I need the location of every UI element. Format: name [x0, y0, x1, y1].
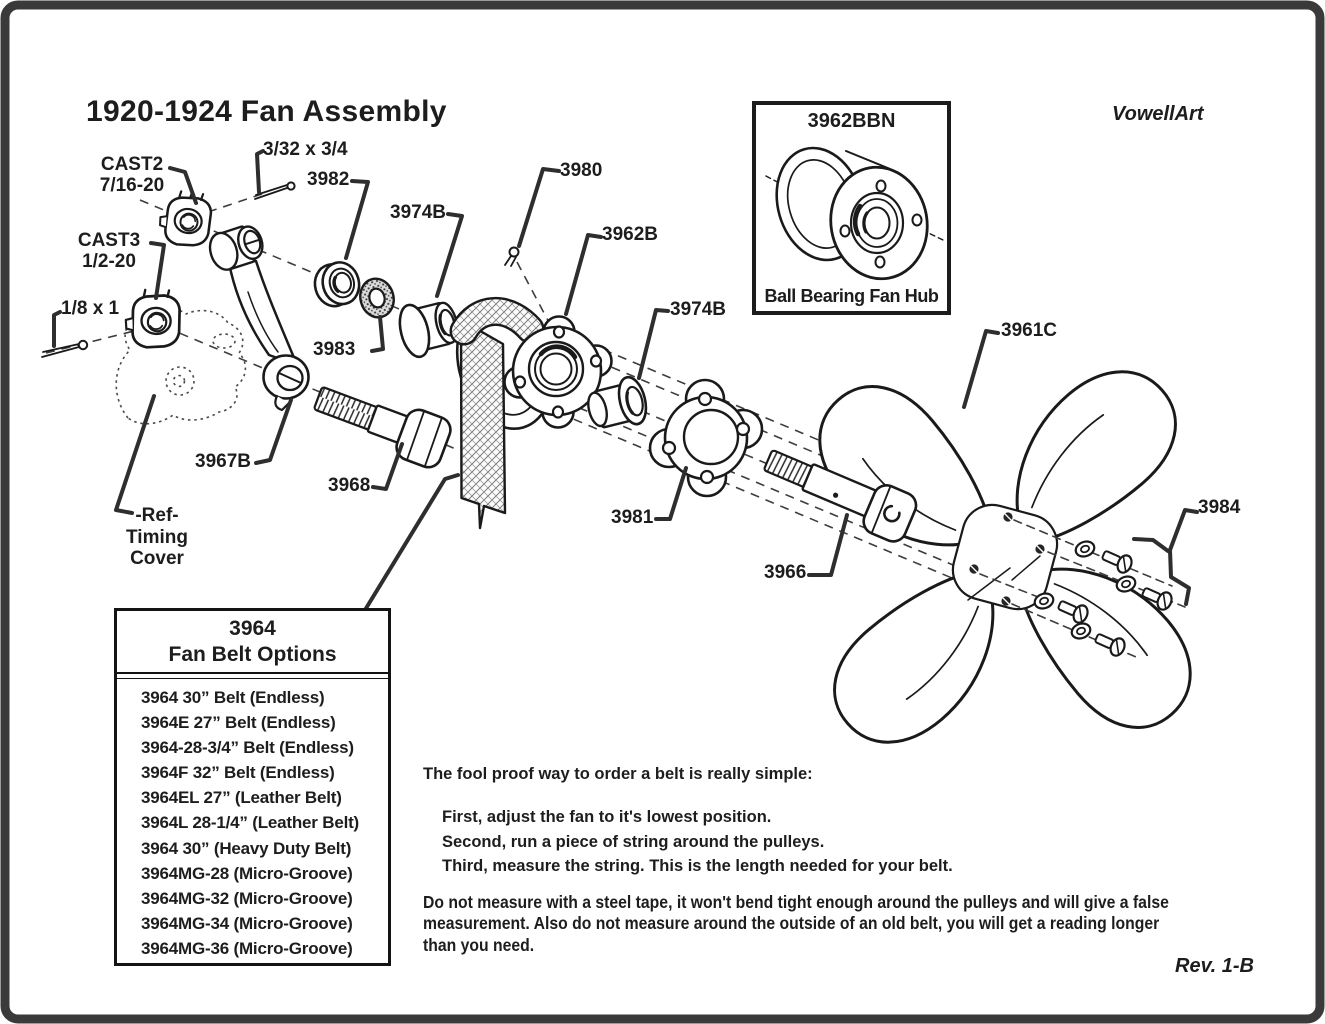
belt-option-row: 3964 30” (Heavy Duty Belt): [141, 838, 352, 858]
belt-option-row: 3964MG-34 (Micro-Groove): [141, 913, 353, 933]
belt-option-row: 3964L 28-1/4” (Leather Belt): [141, 813, 360, 833]
belt-option-row: 3964MG-36 (Micro-Groove): [141, 938, 353, 958]
measurement-warning: [423, 891, 1169, 957]
belt-option-row: 3964MG-28 (Micro-Groove): [141, 863, 353, 883]
cast2-name: CAST2: [100, 154, 164, 175]
page-title: 1920-1924 Fan Assembly: [86, 95, 447, 128]
step-first: First, adjust the fan to it's lowest position.: [442, 808, 772, 826]
revision-label: Rev. 1-B: [1175, 955, 1254, 977]
belt-option-row: 3964EL 27” (Leather Belt): [141, 788, 342, 808]
ref-timing-cover-label: [109, 505, 205, 570]
part-label-3961c: 3961C: [1001, 320, 1057, 341]
belt-options-list: [117, 685, 388, 961]
belt-option-row: 3964 30” Belt (Endless): [141, 688, 325, 707]
ref-line-1: -Ref-: [135, 505, 179, 526]
inset-box: [752, 101, 951, 315]
part-label-cotter-small: 3/32 x 3/4: [263, 139, 348, 160]
artist-credit: VowellArt: [1112, 103, 1204, 125]
part-label-3962b: 3962B: [602, 224, 658, 245]
part-label-cast2: [91, 154, 173, 196]
instructions-intro: The fool proof way to order a belt is really simple:: [423, 765, 813, 783]
belt-option-row: 3964MG-32 (Micro-Groove): [141, 888, 353, 908]
belt-table-title: Fan Belt Options: [168, 643, 337, 666]
part-label-3968: 3968: [328, 475, 371, 496]
part-label-3980: 3980: [560, 160, 603, 181]
part-label-3974b-right: 3974B: [670, 299, 726, 320]
cast3-thread: 1/2-20: [82, 251, 136, 272]
step-second: Second, run a piece of string around the pulleys.: [442, 832, 825, 851]
part-label-3981: 3981: [611, 507, 654, 528]
belt-option-row: 3964F 32” Belt (Endless): [141, 763, 335, 783]
cast3-name: CAST3: [77, 230, 141, 251]
belt-ordering-instructions: [423, 765, 1169, 957]
part-label-3983: 3983: [313, 339, 356, 360]
belt-table-part-number: 3964: [229, 617, 276, 640]
part-label-cast3: [68, 230, 150, 272]
belt-table-divider: [117, 672, 388, 679]
fan-belt-options-table: [114, 608, 391, 966]
part-label-3984: 3984: [1198, 497, 1241, 518]
belt-option-row: 3964-28-3/4” Belt (Endless): [141, 738, 354, 758]
part-label-3974b-left: 3974B: [390, 202, 446, 223]
part-label-3982: 3982: [307, 169, 350, 190]
instructions-steps: [423, 805, 1043, 879]
inset-part-number: 3962BBN: [807, 110, 896, 132]
cast2-thread: 7/16-20: [99, 175, 165, 196]
inset-caption: Ball Bearing Fan Hub: [764, 286, 939, 306]
part-label-3966: 3966: [764, 562, 807, 583]
part-label-cotter-large: 1/8 x 1: [61, 298, 120, 319]
warning-line: than you need.: [423, 934, 535, 955]
ref-line-2: Timing: [126, 526, 188, 548]
ref-line-3: Cover: [130, 548, 184, 569]
belt-table-header: [117, 611, 388, 668]
part-label-3967b: 3967B: [195, 451, 251, 472]
warning-line: measurement. Also do not measure around the outside of an old belt, you will get a reading longer: [423, 913, 1160, 934]
step-third: Third, measure the string. This is the length needed for your belt.: [442, 857, 953, 876]
belt-option-row: 3964E 27” Belt (Endless): [141, 713, 336, 733]
warning-line: Do not measure with a steel tape, it won't bend tight enough around the pulleys and will give a false: [423, 891, 1169, 912]
